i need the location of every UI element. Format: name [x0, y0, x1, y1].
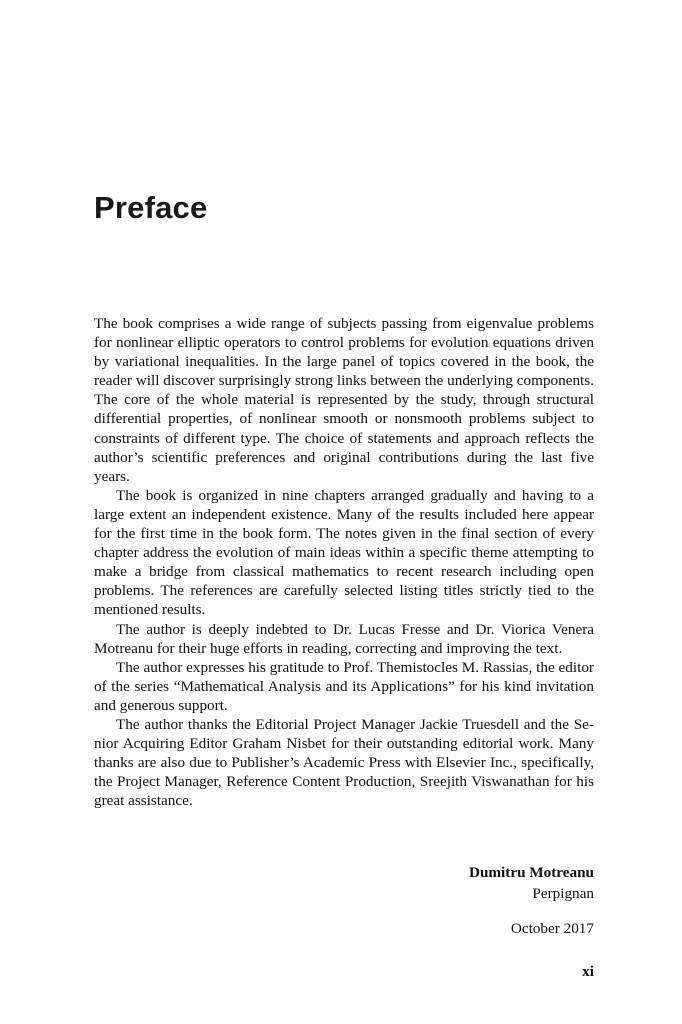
preface-date: October 2017: [510, 920, 594, 937]
signature-block: [469, 862, 594, 904]
page-number: xi: [582, 963, 594, 980]
author-place: Perpignan: [532, 885, 594, 902]
author-name: Dumitru Motreanu: [468, 864, 594, 881]
paragraph-organization: The book is organized in nine chapters arranged gradually and having to a large extent an independent existence. Many of the results included here appear for the first time in the book form. The notes given in the final section of every chapter address the evolution of main ideas within a specific theme attempting to make a bridge from classical mathematics to recent research including open problems. The references are carefully selected listing titles strictly tied to the mentioned results.: [94, 486, 594, 619]
paragraph-indebted: The author is deeply indebted to Dr. Lucas Fresse and Dr. Viorica Venera Motreanu for their huge efforts in reading, correcting and improving the text.: [94, 620, 594, 657]
paragraph-intro: The book comprises a wide range of subjects passing from eigenvalue problems for nonlinear elliptic operators to control problems for evolution equations driven by variational inequalities. In the large panel of topics covered in the book, the reader will discover surprisingly strong links between the underlying components. The core of the whole material is represented by the study, through structural differential properties, of nonlinear smooth or nonsmooth problems subject to constraints of different type. The choice of statements and approach reflects the author’s scientific preferences and original contributions during the last five years.: [94, 315, 594, 485]
preface-body: [94, 314, 594, 810]
paragraph-thanks: The author thanks the Editorial Project Manager Jackie Truesdell and the Senior Acquiring Editor Graham Nisbet for their outstanding editorial work. Many thanks are also due to Publisher’s Academic Press with Elsevier Inc., specifically, the Project Manager, Reference Content Production, Sreejith Viswanathan for his great assistance.: [94, 715, 594, 810]
chapter-title: Preface: [94, 190, 208, 225]
paragraph-gratitude: The author expresses his gratitude to Prof. Themistocles M. Rassias, the editor of the series “Mathematical Analysis and its Applications” for his kind invitation and generous support.: [94, 658, 594, 714]
